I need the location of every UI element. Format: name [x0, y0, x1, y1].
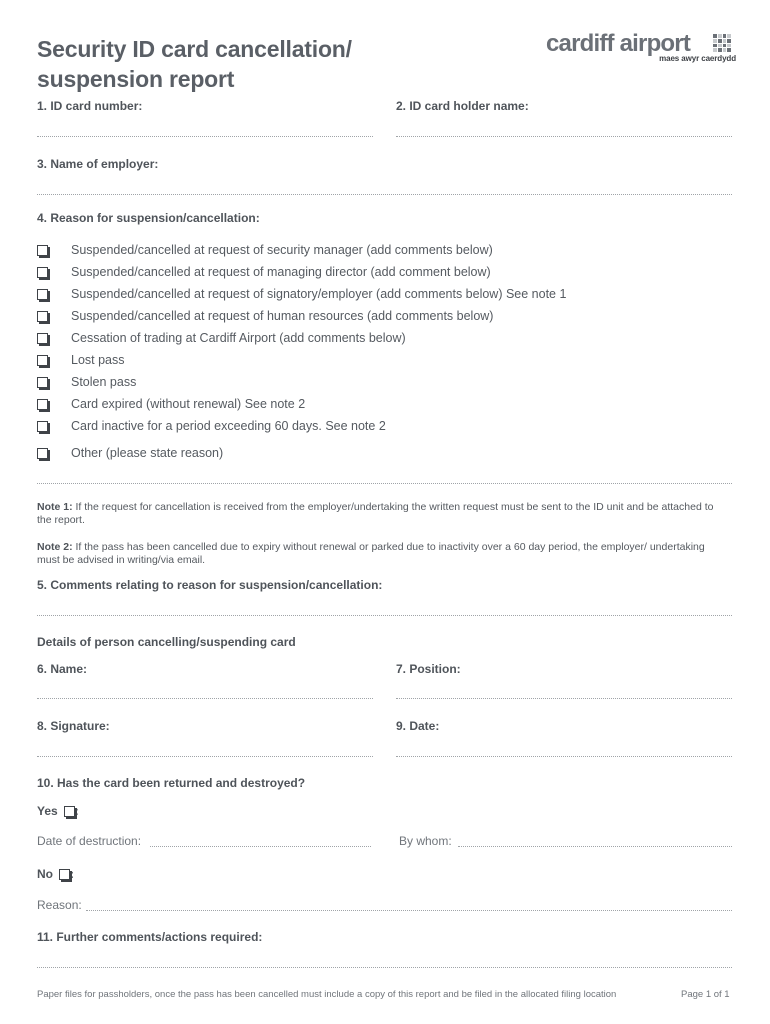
title-line-2: suspension report: [37, 66, 235, 92]
title-line-1: Security ID card cancellation/: [37, 36, 352, 62]
reason-option[interactable]: [37, 394, 306, 414]
holder-name-field[interactable]: [396, 136, 732, 137]
reason-option[interactable]: [37, 416, 386, 436]
employer-field[interactable]: [37, 194, 732, 195]
position-field[interactable]: [396, 698, 732, 699]
reason-option-label: Suspended/cancelled at request of signatory/employer (add comments below) See note 1: [71, 287, 567, 301]
logo-wordmark: cardiff airport: [546, 30, 691, 57]
note-2-text: If the pass has been cancelled due to expiry without renewal or parked due to inactivity over a 60 day period, the employer/ undertaking must be advised in writing/via email.: [37, 541, 705, 566]
no-checkbox-icon[interactable]: [59, 869, 70, 880]
checkbox-icon[interactable]: [37, 289, 48, 300]
note-1-text: If the request for cancellation is received from the employer/undertaking the written request must be sent to the ID unit and be attached to the report.: [37, 501, 714, 526]
signature-label: 8. Signature:: [37, 719, 110, 733]
reason-option-label: Lost pass: [71, 353, 125, 367]
further-comments-field[interactable]: [37, 967, 732, 968]
reason-option[interactable]: [37, 328, 406, 348]
checkbox-icon[interactable]: [37, 448, 48, 459]
returned-question: 10. Has the card been returned and destroyed?: [37, 776, 306, 790]
reason-option-label: Cessation of trading at Cardiff Airport (add comments below): [71, 331, 406, 345]
note-2-label: Note 2:: [37, 541, 73, 553]
reason-option-label: Card expired (without renewal) See note 2: [71, 397, 306, 411]
holder-name-label: 2. ID card holder name:: [396, 99, 529, 113]
no-option[interactable]: [37, 867, 74, 881]
reason-label: Reason:: [37, 898, 82, 912]
checkbox-icon[interactable]: [37, 377, 48, 388]
id-card-number-label: 1. ID card number:: [37, 99, 143, 113]
no-colon: :: [70, 867, 74, 881]
date-of-destruction-label: Date of destruction:: [37, 834, 142, 848]
reason-option[interactable]: [37, 306, 494, 326]
checkbox-icon[interactable]: [37, 267, 48, 278]
note-2: [37, 541, 727, 567]
checkbox-icon[interactable]: [37, 421, 48, 432]
other-reason-field[interactable]: [37, 483, 732, 484]
reason-option[interactable]: [37, 284, 567, 304]
by-whom-field[interactable]: [458, 846, 732, 847]
employer-label: 3. Name of employer:: [37, 157, 159, 171]
id-card-number-field[interactable]: [37, 136, 373, 137]
yes-option[interactable]: [37, 804, 79, 818]
checkbox-icon[interactable]: [37, 355, 48, 366]
page-title: [37, 34, 352, 94]
yes-checkbox-icon[interactable]: [64, 806, 75, 817]
reason-option-label: Card inactive for a period exceeding 60 days. See note 2: [71, 419, 386, 433]
date-field[interactable]: [396, 756, 732, 757]
by-whom-label: By whom:: [399, 834, 452, 848]
details-heading: Details of person cancelling/suspending card: [37, 635, 296, 649]
reason-option[interactable]: [37, 372, 137, 392]
yes-colon: :: [74, 804, 79, 818]
logo-grid-icon: [713, 34, 731, 52]
reason-option-label: Suspended/cancelled at request of managing director (add comment below): [71, 265, 491, 279]
name-label: 6. Name:: [37, 662, 88, 676]
signature-field[interactable]: [37, 756, 373, 757]
reason-option-label: Stolen pass: [71, 375, 137, 389]
checkbox-icon[interactable]: [37, 333, 48, 344]
comments-field[interactable]: [37, 615, 732, 616]
reason-option-label: Suspended/cancelled at request of security manager (add comments below): [71, 243, 493, 257]
yes-label: Yes: [37, 804, 58, 818]
date-of-destruction-field[interactable]: [150, 846, 371, 847]
note-1-label: Note 1:: [37, 501, 73, 513]
note-1: [37, 501, 727, 527]
further-comments-heading: 11. Further comments/actions required:: [37, 930, 263, 944]
checkbox-icon[interactable]: [37, 399, 48, 410]
reason-heading: 4. Reason for suspension/cancellation:: [37, 211, 260, 225]
checkbox-icon[interactable]: [37, 245, 48, 256]
no-label: No: [37, 867, 53, 881]
checkbox-icon[interactable]: [37, 311, 48, 322]
page-number: Page 1 of 1: [681, 989, 730, 1000]
logo-subtitle: maes awyr caerdydd: [659, 54, 736, 63]
date-label: 9. Date:: [396, 719, 440, 733]
name-field[interactable]: [37, 698, 373, 699]
reason-option-label: Other (please state reason): [71, 446, 224, 460]
reason-field[interactable]: [86, 910, 732, 911]
footer-text: Paper files for passholders, once the pass has been cancelled must include a copy of this report and be filed in the allocated filing location: [37, 989, 617, 1000]
cardiff-airport-logo: [546, 30, 736, 66]
reason-option[interactable]: [37, 350, 125, 370]
reason-option[interactable]: [37, 443, 224, 463]
comments-heading: 5. Comments relating to reason for suspension/cancellation:: [37, 578, 383, 592]
reason-option[interactable]: [37, 262, 491, 282]
reason-option[interactable]: [37, 240, 493, 260]
reason-option-label: Suspended/cancelled at request of human resources (add comments below): [71, 309, 494, 323]
position-label: 7. Position:: [396, 662, 461, 676]
